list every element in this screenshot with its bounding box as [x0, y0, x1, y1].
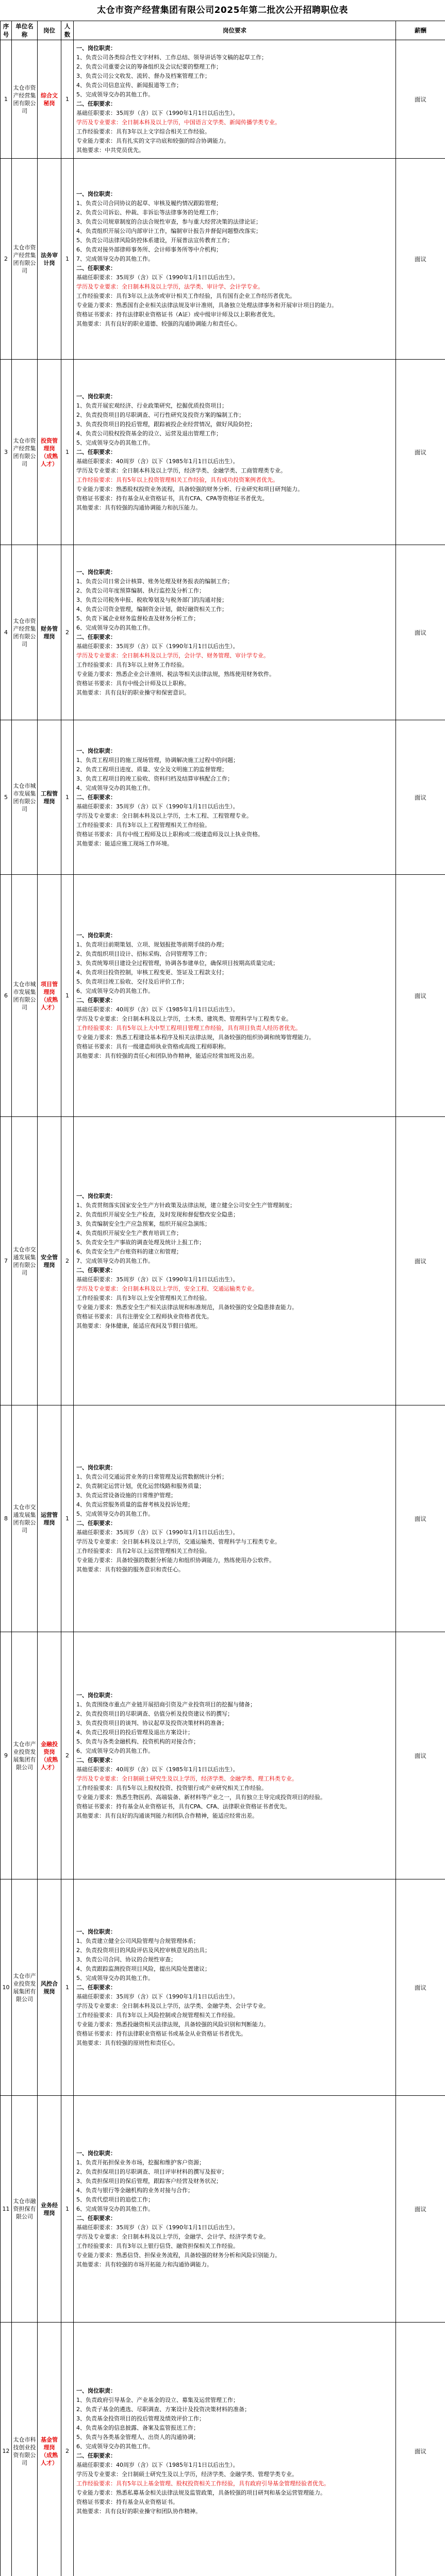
job-table — [0, 21, 445, 2576]
salary: 面议 — [396, 1632, 445, 1879]
unit-name: 太仓市融资担保有限公司 — [12, 2096, 38, 2323]
requirement-line: 基础任职要求：40周岁（含）以下（1985年1月1日以后出生）。 — [76, 2461, 239, 2468]
head-count: 2 — [61, 1632, 74, 1879]
requirements-cell — [74, 159, 396, 360]
requirement-line: 5、负责公司法律风险防控体系建设，开展普法宣传教育工作； — [76, 236, 233, 244]
requirement-line: 专业能力要求：熟悉生物医药、高端装备、新材料等产业之一，具有独立主导完成投资项目的经验。 — [76, 1793, 326, 1801]
requirement-line: 专业能力要求：熟悉投融资相关法律法规，具备较强的风险识别和判断能力。 — [76, 2021, 269, 2028]
requirement-line: 4、负责跟踪监测投资项目风险，提出风险处置建议； — [76, 1965, 210, 1972]
requirement-line: 学历及专业要求：全日制本科及以上学历，经济学类、金融学类、工商管理类专业。 — [76, 467, 286, 474]
requirement-line: 学历及专业要求：全日制本科及以上学历，法学类、审计学、会计学专业。 — [76, 283, 263, 290]
requirement-line: 3、负责运营设备设施的日常维护管理； — [76, 1492, 176, 1499]
requirement-line: 工作经验要求：具有3年以上工程管理相关工作经验。 — [76, 821, 210, 828]
requirement-line: 工作经验要求：具有3年以上法务或审计相关工作经验，具有国有企业工作经历者优先。 — [76, 292, 295, 299]
requirement-line: 1、负责公司各类综合性文字材料、工作总结、领导讲话等文稿的起草工作； — [76, 54, 267, 61]
unit-name: 太仓市资产经营集团有限公司 — [12, 360, 38, 545]
requirement-line: 5、负责与各类金融机构、投资机构的对接合作； — [76, 1738, 199, 1745]
row-number: 6 — [1, 875, 12, 1117]
position-name: 投资管理岗（成熟人才） — [38, 360, 61, 545]
requirement-line: 2、负责公司诉讼、仲裁、非诉讼等法律事务的处理工作； — [76, 209, 222, 216]
requirement-line: 专业能力要求：熟悉股权投资业务流程，具备较强的财务分析、行业研究和项目研判能力。 — [76, 485, 303, 493]
requirements-cell — [74, 40, 396, 159]
unit-name: 太仓市科技创业投资有限公司 — [12, 2323, 38, 2576]
requirement-line: 5、完成领导交办的其他工作。 — [76, 91, 154, 98]
row-number: 3 — [1, 360, 12, 545]
requirement-line: 6、负责对接外部律师事务所、会计师事务所等中介机构； — [76, 246, 222, 253]
salary: 面议 — [396, 2096, 445, 2323]
requirement-line: 专业能力要求：熟悉信贷、担保业务流程，具备较强的财务分析和风险识别能力。 — [76, 2251, 281, 2259]
requirement-line: 学历及专业要求：全日制本科及以上学历，会计学、财务管理、审计学专业。 — [76, 652, 269, 659]
requirement-line: 1、负责建立健全公司风险管理与合规管理体系； — [76, 1937, 199, 1944]
requirement-line: 一、岗位职责： — [76, 747, 116, 754]
requirement-line: 4、负责运营服务质量的监督考核及投诉处理； — [76, 1501, 193, 1508]
requirements-cell — [74, 1879, 396, 2096]
requirement-line: 学历及专业要求：全日制本科及以上学历，金融学、会计学、经济学类专业。 — [76, 2233, 269, 2240]
position-name: 基金管理岗（成熟人才） — [38, 2323, 61, 2576]
requirement-line: 一、岗位职责： — [76, 1192, 116, 1199]
requirement-line: 5、负责安全生产事故的调查处理及统计上报工作； — [76, 1239, 205, 1246]
requirement-line: 学历及专业要求：全日制本科及以上学历，交通运输类、管理科学与工程类专业。 — [76, 1538, 281, 1545]
row-number: 1 — [1, 40, 12, 159]
head-count: 1 — [61, 1879, 74, 2096]
salary: 面议 — [396, 1405, 445, 1632]
unit-name: 太仓市城市发展集团有限公司 — [12, 875, 38, 1117]
unit-name: 太仓市资产经营集团有限公司 — [12, 40, 38, 159]
requirement-line: 6、负责安全生产台账资料的建立和管理； — [76, 1248, 182, 1255]
requirements-cell — [74, 1117, 396, 1405]
requirement-line: 6、完成领导交办的其他工作。 — [76, 624, 154, 631]
requirement-line: 其他要求：具有较强的沟通协调能力和抗压能力。 — [76, 504, 201, 511]
requirements-cell — [74, 1405, 396, 1632]
requirement-line: 工作经验要求：具有3年以上文字综合相关工作经验。 — [76, 128, 210, 135]
job-row — [1, 875, 445, 1117]
requirement-line: 4、负责项目投资控制，审核工程变更、签证及工程款支付； — [76, 969, 227, 976]
requirement-line: 1、负责公司日常会计核算、账务处理及财务报表的编制工作； — [76, 578, 233, 585]
requirement-line: 二、任职要求： — [76, 793, 116, 801]
requirement-line: 3、负责公司税务申报、税收筹划及与税务部门的沟通对接； — [76, 596, 227, 603]
row-number: 7 — [1, 1117, 12, 1405]
requirement-line: 3、负责编制安全生产应急预案，组织开展应急演练； — [76, 1220, 210, 1227]
requirement-line: 二、任职要求： — [76, 448, 116, 455]
requirements-cell — [74, 1632, 396, 1879]
requirement-line: 基础任职要求：35周岁（含）以下（1990年1月1日以后出生）。 — [76, 1276, 239, 1283]
requirement-line: 1、负责开拓担保业务市场，挖掘和维护客户资源； — [76, 2159, 205, 2166]
requirement-line: 学历及专业要求：全日制硕士研究生及以上学历，经济学类、金融学类、管理学类专业。 — [76, 2470, 298, 2478]
requirement-line: 1、负责公司合同协议的起草、审核及履约情况跟踪管理； — [76, 199, 222, 207]
row-number: 2 — [1, 159, 12, 360]
head-count: 1 — [61, 1405, 74, 1632]
requirement-line: 一、岗位职责： — [76, 931, 116, 939]
requirement-line: 4、负责公司资金管理，编制资金计划，做好融资相关工作； — [76, 605, 227, 613]
requirement-line: 专业能力要求：熟悉私募基金相关法律法规及监管政策，具备较强的项目研判和基金运营管理能力。 — [76, 2489, 326, 2496]
requirement-line: 4、负责组织开展公司内部审计工作，编制审计报告并督促问题整改落实； — [76, 227, 261, 234]
head-count: 1 — [61, 720, 74, 875]
requirement-line: 二、任职要求： — [76, 633, 116, 640]
requirement-line: 资格证书要求：持有法律职业资格证书（A证）或中级审计师及以上职称者优先。 — [76, 311, 279, 318]
requirement-line: 1、负责项目前期策划、立项、规划报批等前期手续的办理； — [76, 941, 227, 948]
salary: 面议 — [396, 360, 445, 545]
row-number: 8 — [1, 1405, 12, 1632]
requirement-line: 其他要求：具有良好的职业操守和团队协作精神。 — [76, 2507, 201, 2515]
position-name: 综合文秘岗 — [38, 40, 61, 159]
requirement-line: 其他要求：具有良好的沟通谈判能力和团队合作精神，能适应经常出差。 — [76, 1812, 258, 1819]
requirement-line: 4、负责已投项目的投后管理及退出方案设计； — [76, 1728, 193, 1736]
requirement-line: 其他要求：具有较强的原则性和责任心。 — [76, 2039, 178, 2046]
requirement-line: 基础任职要求：35周岁（含）以下（1990年1月1日以后出生）。 — [76, 109, 239, 116]
requirement-line: 一、岗位职责： — [76, 1928, 116, 1935]
requirements-cell — [74, 2096, 396, 2323]
unit-name: 太仓市产业投资发展集团有限公司 — [12, 1632, 38, 1879]
row-number: 4 — [1, 545, 12, 720]
requirement-line: 2、负责投资项目的尽职调查、估值分析及投资建议书的撰写； — [76, 1710, 233, 1717]
job-row — [1, 2096, 445, 2323]
requirement-line: 基础任职要求：40周岁（含）以下（1985年1月1日以后出生）。 — [76, 457, 239, 465]
job-row — [1, 545, 445, 720]
requirement-line: 其他要求：具有良好的职业操守和保密意识。 — [76, 689, 190, 696]
requirements-cell — [74, 875, 396, 1117]
requirement-line: 工作经验要求：具有5年以上基金管理、股权投资相关工作经验，具有政府引导基金管理经验者优先。 — [76, 2480, 329, 2487]
requirement-line: 5、完成领导交办的其他工作。 — [76, 1974, 154, 1981]
requirement-line: 专业能力要求：熟悉安全生产相关法律法规和标准规范，具备较强的安全隐患排查能力。 — [76, 1303, 298, 1311]
requirement-line: 2、负责公司重要会议的筹备组织及会议纪要的整理工作； — [76, 63, 222, 70]
requirement-line: 工作经验要求：具有5年以上股权投资、投资银行或产业研究相关工作经验。 — [76, 1784, 267, 1791]
requirement-line: 4、负责组织开展安全生产教育培训工作； — [76, 1229, 182, 1236]
requirement-line: 二、任职要求： — [76, 264, 116, 272]
salary: 面议 — [396, 875, 445, 1117]
requirement-line: 3、负责公司公文收发、流转、督办及档案管理工作； — [76, 72, 210, 79]
requirement-line: 资格证书要求：持有基金从业资格证书。 — [76, 2498, 178, 2505]
requirement-line: 其他要求：具有较强的服务意识和责任心。 — [76, 1566, 184, 1573]
job-row — [1, 360, 445, 545]
position-name: 运营管理岗 — [38, 1405, 61, 1632]
requirement-line: 学历及专业要求：全日制本科及以上学历，中国语言文学类、新闻传播学类专业。 — [76, 118, 281, 126]
requirement-line: 6、完成领导交办的其他工作。 — [76, 1747, 154, 1754]
requirement-line: 一、岗位职责： — [76, 2387, 116, 2394]
requirement-line: 基础任职要求：35周岁（含）以下（1990年1月1日以后出生）。 — [76, 642, 239, 650]
position-name: 财务管理岗 — [38, 545, 61, 720]
requirement-line: 5、负责下属企业财务监督检查及财务分析工作； — [76, 615, 199, 622]
requirement-line: 一、岗位职责： — [76, 2149, 116, 2157]
requirement-line: 基础任职要求：35周岁（含）以下（1990年1月1日以后出生）。 — [76, 274, 239, 281]
salary: 面议 — [396, 720, 445, 875]
requirement-line: 5、完成领导交办的其他工作。 — [76, 439, 154, 446]
salary: 面议 — [396, 159, 445, 360]
requirement-line: 4、负责公司股权投资基金的设立、运营及退出管理工作； — [76, 430, 222, 437]
requirement-line: 学历及专业要求：全日制本科及以上学历，法学类、金融学类、会计学专业。 — [76, 2002, 269, 2009]
job-row — [1, 40, 445, 159]
requirement-line: 基础任职要求：40周岁（含）以下（1985年1月1日以后出生）。 — [76, 1766, 239, 1773]
requirement-line: 工作经验要求：具有3年以上财务工作经验。 — [76, 661, 188, 668]
requirement-line: 基础任职要求：35周岁（含）以下（1990年1月1日以后出生）。 — [76, 803, 239, 810]
requirement-line: 5、负责项目竣工验收、交付及后评价工作； — [76, 978, 188, 985]
requirement-line: 学历及专业要求：全日制本科及以上学历，土木类、建筑类、管理科学与工程类专业。 — [76, 1015, 292, 1022]
requirement-line: 2、负责组织开展安全生产检查，及时发现和督促整改安全隐患； — [76, 1211, 239, 1218]
requirement-line: 专业能力要求：熟悉国有企业相关法律法规及审计准则，具备独立处理法律事务和开展审计项目的能力。 — [76, 301, 337, 309]
row-number: 11 — [1, 2096, 12, 2323]
requirement-line: 1、负责工程项目的施工现场管理，协调解决施工过程中的问题； — [76, 756, 239, 764]
salary: 面议 — [396, 40, 445, 159]
requirement-line: 资格证书要求：具有中级工程师及以上职称或二级建造师及以上执业资格。 — [76, 831, 263, 838]
head-count: 1 — [61, 360, 74, 545]
requirement-line: 1、负责围绕市重点产业链开展招商引资及产业投资项目的挖掘与储备； — [76, 1701, 256, 1708]
requirement-line: 2、负责工程项目进度、质量、安全及文明施工的监督管理； — [76, 766, 227, 773]
job-row — [1, 1117, 445, 1405]
requirement-line: 其他要求：中共党员优先。 — [76, 146, 144, 154]
head-count: 2 — [61, 1117, 74, 1405]
requirement-line: 二、任职要求： — [76, 996, 116, 1004]
requirement-line: 2、负责制定运营计划，优化运营线路和服务质量； — [76, 1482, 205, 1489]
position-name: 工程管理岗 — [38, 720, 61, 875]
requirements-cell — [74, 545, 396, 720]
job-row — [1, 1879, 445, 2096]
requirement-line: 资格证书要求：具有中级会计师及以上职称。 — [76, 680, 190, 687]
requirements-cell — [74, 720, 396, 875]
requirement-line: 工作经验要求：具有3年以上银行信贷、融资担保相关工作经验。 — [76, 2242, 239, 2249]
salary: 面议 — [396, 2323, 445, 2576]
requirement-line: 二、任职要求： — [76, 2214, 116, 2222]
requirement-line: 一、岗位职责： — [76, 190, 116, 197]
row-number: 9 — [1, 1632, 12, 1879]
header-salary: 薪酬 — [396, 21, 445, 40]
requirement-line: 2、负责公司年度预算编制、执行监控及分析工作； — [76, 587, 205, 594]
requirement-line: 其他要求：能适应施工现场工作环境。 — [76, 840, 173, 847]
requirement-line: 二、任职要求： — [76, 1519, 116, 1527]
requirement-line: 资格证书要求：持有基金从业资格证书，具有CPA、CFA、法律职业资格证书者优先。 — [76, 1803, 291, 1810]
requirement-line: 资格证书要求：持有法律职业资格证书或基金从业资格证书者优先。 — [76, 2030, 246, 2037]
requirement-line: 3、负责工程项目的竣工验收、资料归档及结算审核配合工作； — [76, 775, 233, 782]
requirement-line: 专业能力要求：熟悉企业会计准则、税法等相关法律法规，熟练使用财务软件。 — [76, 670, 275, 677]
page-title: 太仓市资产经营集团有限公司2025年第二批次公开招聘职位表 — [97, 5, 348, 15]
requirement-line: 一、岗位职责： — [76, 568, 116, 575]
requirement-line: 3、负责公司合同、协议的合规性审查； — [76, 1956, 176, 1963]
requirement-line: 1、负责开展宏观经济、行业政策研究，挖掘优质投资项目； — [76, 402, 227, 409]
requirement-line: 4、完成领导交办的其他工作。 — [76, 784, 154, 791]
requirement-line: 学历及专业要求：全日制本科及以上学历，土木工程、工程管理专业。 — [76, 812, 252, 819]
requirement-line: 资格证书要求：具有注册安全工程师执业资格者优先。 — [76, 1313, 212, 1320]
requirement-line: 7、完成领导交办的其他工作。 — [76, 255, 154, 262]
requirement-line: 工作经验要求：具有3年以上安全管理相关工作经验。 — [76, 1294, 210, 1301]
head-count: 2 — [61, 545, 74, 720]
requirement-line: 5、负责与各类基金管理人、出资人的沟通协调； — [76, 2433, 199, 2441]
requirement-line: 2、负责组织项目设计、招标采购、合同管理等工作； — [76, 950, 210, 957]
requirement-line: 2、负责子基金的遴选、尽职调查、方案设计及投资决策材料的准备； — [76, 2405, 250, 2413]
requirement-line: 二、任职要求： — [76, 100, 116, 107]
requirement-line: 5、完成领导交办的其他工作。 — [76, 1510, 154, 1517]
requirement-line: 资格证书要求：具有一级建造师执业资格或高级工程师职称。 — [76, 1043, 229, 1050]
salary: 面议 — [396, 545, 445, 720]
requirement-line: 学历及专业要求：全日制本科及以上学历，安全工程、交通运输类专业。 — [76, 1285, 258, 1292]
requirement-line: 二、任职要求： — [76, 1984, 116, 1991]
requirement-line: 基础任职要求：40周岁（含）以下（1985年1月1日以后出生）。 — [76, 1006, 239, 1013]
requirement-line: 2、负责担保项目的尽职调查、项目评审材料的撰写及报审； — [76, 2168, 227, 2175]
requirement-line: 基础任职要求：35周岁（含）以下（1990年1月1日以后出生）。 — [76, 2224, 239, 2231]
requirement-line: 工作经验要求：具有5年以上大中型工程项目管理工作经验，具有项目负责人经历者优先。 — [76, 1024, 301, 1031]
job-row — [1, 159, 445, 360]
requirement-line: 6、完成领导交办的其他工作。 — [76, 2205, 154, 2212]
requirements-cell — [74, 360, 396, 545]
requirement-line: 6、完成领导交办的其他工作。 — [76, 2443, 154, 2450]
requirement-line: 二、任职要求： — [76, 1756, 116, 1764]
position-name: 风控合规岗 — [38, 1879, 61, 2096]
requirement-line: 5、负责代偿项目的追偿工作； — [76, 2196, 154, 2203]
header-position: 岗位 — [38, 21, 61, 40]
requirement-line: 基础任职要求：35周岁（含）以下（1990年1月1日以后出生）。 — [76, 1529, 239, 1536]
position-name: 业务经理岗 — [38, 2096, 61, 2323]
row-number: 10 — [1, 1879, 12, 2096]
requirement-line: 3、负责担保项目的保后管理，跟踪客户经营及财务状况； — [76, 2177, 222, 2184]
requirement-line: 其他要求：具有良好的职业道德、较强的沟通协调能力和责任心。 — [76, 320, 241, 327]
requirement-line: 工作经验要求：具有3年以上风险控制或合规管理相关工作经验。 — [76, 2011, 239, 2019]
requirements-cell — [74, 2323, 396, 2576]
requirement-line: 专业能力要求：具有扎实的文字功底和较强的综合协调能力。 — [76, 137, 229, 144]
requirement-line: 其他要求：身体健康，能适应夜间及节假日值班。 — [76, 1322, 201, 1329]
requirement-line: 工作经验要求：具有5年以上投资管理相关工作经验，具有成功投资案例者优先。 — [76, 476, 278, 483]
header-count: 人数 — [61, 21, 74, 40]
requirement-line: 1、负责公司交通运营业务的日常管理及运营数据统计分析； — [76, 1473, 227, 1480]
requirement-line: 1、负责政府引导基金、产业基金的设立、募集及运营管理工作； — [76, 2396, 239, 2403]
requirement-line: 一、岗位职责： — [76, 44, 116, 52]
job-row — [1, 1405, 445, 1632]
requirement-line: 一、岗位职责： — [76, 1464, 116, 1471]
requirement-line: 3、负责基金投资项目的投后管理及绩效评价工作； — [76, 2415, 205, 2422]
unit-name: 太仓市城市发展集团有限公司 — [12, 720, 38, 875]
unit-name: 太仓市资产经营集团有限公司 — [12, 159, 38, 360]
unit-name: 太仓市产业投资发展集团有限公司 — [12, 1879, 38, 2096]
requirement-line: 一、岗位职责： — [76, 1691, 116, 1699]
requirement-line: 3、负责公司规章制度的合法合规性审查，参与重大经营决策的法律论证； — [76, 218, 261, 225]
requirement-line: 3、负责投资项目的谈判、协议起草及投资决策材料的准备； — [76, 1719, 227, 1726]
requirement-line: 学历及专业要求：全日制硕士研究生及以上学历，经济学类、金融学类、理工科类专业。 — [76, 1775, 298, 1782]
head-count: 2 — [61, 2323, 74, 2576]
position-name: 金融投资岗（成熟人才） — [38, 1632, 61, 1879]
requirement-line: 3、负责投资项目的投后管理，跟踪被投企业经营情况，做好风险防控； — [76, 420, 256, 428]
job-row — [1, 720, 445, 875]
job-row — [1, 1632, 445, 1879]
header-requirements: 岗位要求 — [74, 21, 396, 40]
job-table-body — [1, 40, 445, 2576]
requirement-line: 3、负责统筹项目建设全过程管理，协调各参建单位，确保项目按期高质量完成； — [76, 959, 278, 967]
unit-name: 太仓市交通发展集团有限公司 — [12, 1117, 38, 1405]
header-unit: 单位名称 — [12, 21, 38, 40]
requirement-line: 4、负责与银行等金融机构的业务对接与合作； — [76, 2187, 193, 2194]
requirement-line: 4、负责公司信息宣传、新闻报道等工作； — [76, 81, 182, 89]
salary: 面议 — [396, 1879, 445, 2096]
row-number: 5 — [1, 720, 12, 875]
salary: 面议 — [396, 1117, 445, 1405]
job-row — [1, 2323, 445, 2576]
requirement-line: 专业能力要求：具备较强的数据分析能力和组织协调能力，熟练使用办公软件。 — [76, 1556, 275, 1564]
requirement-line: 专业能力要求：熟悉工程建设基本程序及相关法律法规，具备较强的组织协调和统筹管理能力。 — [76, 1033, 315, 1041]
requirement-line: 1、负责贯彻落实国家安全生产方针政策及法律法规，建立健全公司安全生产管理制度； — [76, 1201, 295, 1209]
requirement-line: 二、任职要求： — [76, 1266, 116, 1274]
requirement-line: 2、负责投资项目的风险评估及风控审核意见的出具； — [76, 1946, 210, 1954]
requirement-line: 2、负责投资项目的尽职调查、可行性研究及投资方案的编制工作； — [76, 411, 244, 418]
requirement-line: 工作经验要求：具有2年以上运营管理相关工作经验。 — [76, 1547, 210, 1554]
unit-name: 太仓市资产经营集团有限公司 — [12, 545, 38, 720]
head-count: 1 — [61, 875, 74, 1117]
position-name: 安全管理岗 — [38, 1117, 61, 1405]
requirement-line: 其他要求：具有较强的市场开拓能力和沟通协调能力。 — [76, 2261, 212, 2268]
head-count: 1 — [61, 159, 74, 360]
header-no: 序号 — [1, 21, 12, 40]
requirement-line: 基础任职要求：35周岁（含）以下（1990年1月1日以后出生）。 — [76, 1993, 239, 2000]
unit-name: 太仓市交通发展集团有限公司 — [12, 1405, 38, 1632]
requirement-line: 一、岗位职责： — [76, 393, 116, 400]
header-row — [1, 21, 445, 40]
requirement-line: 4、负责基金的信息披露、备案及监管报送工作； — [76, 2424, 199, 2431]
requirement-line: 6、完成领导交办的其他工作。 — [76, 987, 154, 994]
requirement-line: 二、任职要求： — [76, 2452, 116, 2459]
requirement-line: 资格证书要求：持有基金从业资格证书，具有CFA、CPA等资格证书者优先。 — [76, 495, 268, 502]
head-count: 1 — [61, 2096, 74, 2323]
row-number: 12 — [1, 2323, 12, 2576]
position-name: 法务审计岗 — [38, 159, 61, 360]
head-count: 1 — [61, 40, 74, 159]
requirement-line: 其他要求：具有较强的责任心和团队协作精神，能适应经常加班及出差。 — [76, 1052, 258, 1059]
requirement-line: 7、完成领导交办的其他工作。 — [76, 1257, 154, 1264]
position-name: 项目管理岗（成熟人才） — [38, 875, 61, 1117]
